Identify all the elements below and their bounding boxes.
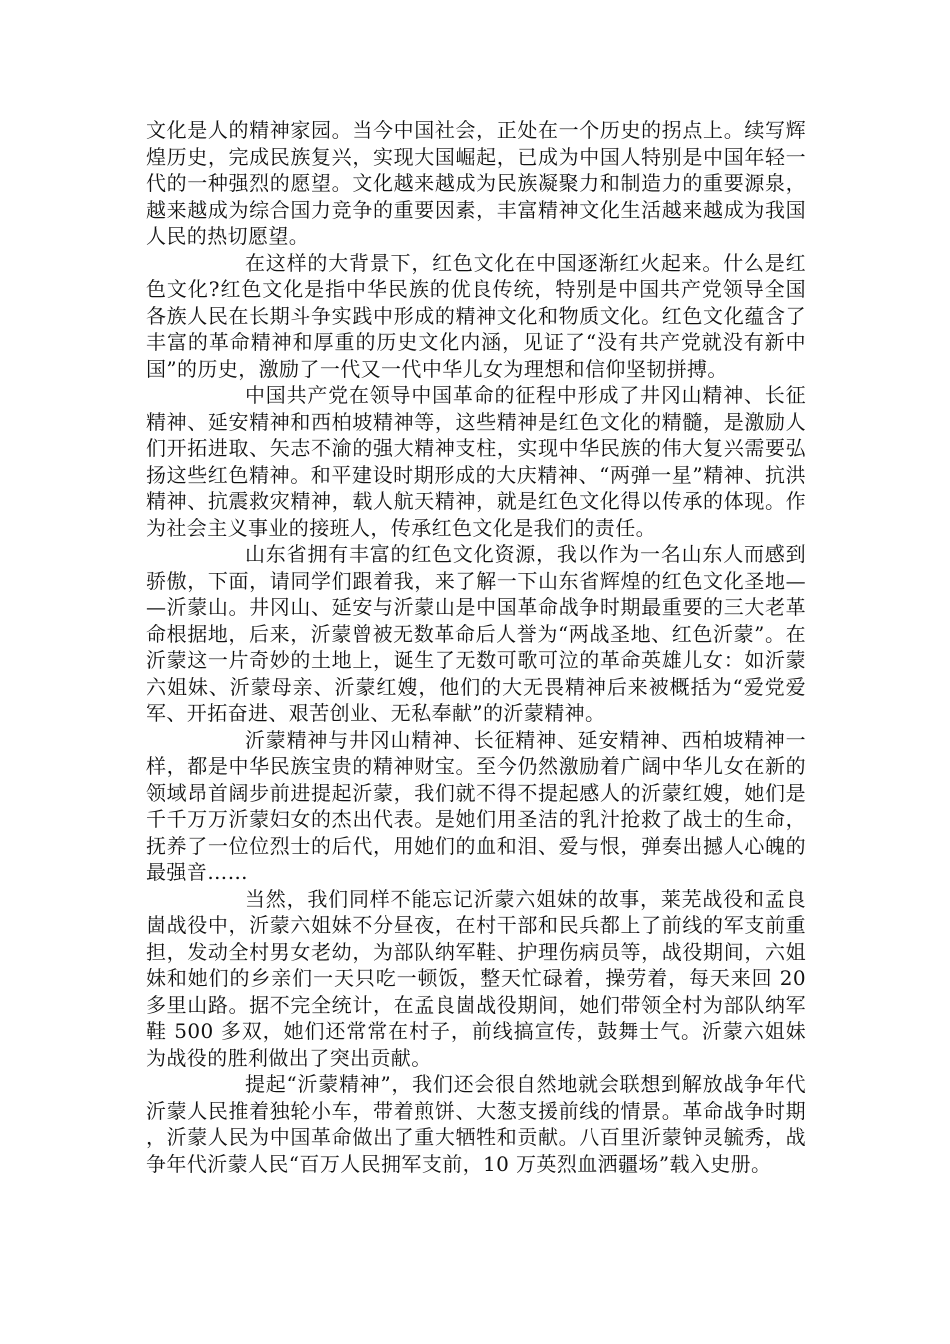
document-page — [146, 117, 806, 1177]
paragraph-3: 中国共产党在领导中国革命的征程中形成了井冈山精神、长征精神、延安精神和西柏坡精神等，这些精神是红色文化的精髓，是激励人们开拓进取、矢志不渝的强大精神支柱，实现中华民族的伟大复兴需要弘扬这些红色精神。和平建设时期形成的大庆精神、“两弹一星”精神、抗洪精神、抗震救灾精神，载人航天精神，就是红色文化得以传承的体现。作为社会主义事业的接班人，传承红色文化是我们的责任。 — [146, 383, 806, 540]
paragraph-5: 沂蒙精神与井冈山精神、长征精神、延安精神、西柏坡精神一样，都是中华民族宝贵的精神财宝。至今仍然激励着广阔中华儿女在新的领域昂首阔步前进提起沂蒙，我们就不得不提起感人的沂蒙红嫂，她们是千千万万沂蒙妇女的杰出代表。是她们用圣洁的乳汁抢救了战士的生命，抚养了一位位烈士的后代，用她们的血和泪、爱与恨，弹奏出撼人心魄的最强音…… — [146, 727, 806, 884]
paragraph-1: 文化是人的精神家园。当今中国社会，正处在一个历史的拐点上。续写辉煌历史，完成民族复兴，实现大国崛起，已成为中国人特别是中国年轻一代的一种强烈的愿望。文化越来越成为民族凝聚力和制造力的重要源泉，越来越成为综合国力竞争的重要因素，丰富精神文化生活越来越成为我国人民的热切愿望。 — [146, 118, 806, 248]
paragraph-7: 提起“沂蒙精神”，我们还会很自然地就会联想到解放战争年代沂蒙人民推着独轮小车，带着煎饼、大葱支援前线的情景。革命战争时期，沂蒙人民为中国革命做出了重大牺牲和贡献。八百里沂蒙钟灵毓秀，战争年代沂蒙人民“百万人民拥军支前，10 万英烈血洒疆场”载入史册。 — [146, 1072, 806, 1176]
paragraph-6: 当然，我们同样不能忘记沂蒙六姐妹的故事，莱芜战役和孟良崮战役中，沂蒙六姐妹不分昼夜，在村干部和民兵都上了前线的军支前重担，发动全村男女老幼，为部队纳军鞋、护理伤病员等，战役期间，六姐妹和她们的乡亲们一天只吃一顿饭，整天忙碌着，操劳着，每天来回 20 多里山路。据不完全统计，在孟良崮战役期间，她们带领全村为部队纳军鞋 500 多双，她们还常常在村子，前线搞宣传，鼓舞士气。沂蒙六姐妹为战役的胜利做出了突出贡献。 — [146, 886, 806, 1070]
paragraph-2: 在这样的大背景下，红色文化在中国逐渐红火起来。什么是红色文化?红色文化是指中华民族的优良传统，特别是中国共产党领导全国各族人民在长期斗争实践中形成的精神文化和物质文化。红色文化蕴含了丰富的革命精神和厚重的历史文化内涵，见证了“没有共产党就没有新中国”的历史，激励了一代又一代中华儿女为理想和信仰坚韧拼搏。 — [146, 250, 806, 381]
paragraph-4: 山东省拥有丰富的红色文化资源，我以作为一名山东人而感到骄傲，下面，请同学们跟着我，来了解一下山东省辉煌的红色文化圣地——沂蒙山。井冈山、延安与沂蒙山是中国革命战争时期最重要的三大老革命根据地，后来，沂蒙曾被无数革命后人誉为“两战圣地、红色沂蒙”。在沂蒙这一片奇妙的土地上，诞生了无数可歌可泣的革命英雄儿女：如沂蒙六姐妹、沂蒙母亲、沂蒙红嫂，他们的大无畏精神后来被概括为“爱党爱军、开拓奋进、艰苦创业、无私奉献”的沂蒙精神。 — [146, 542, 806, 725]
